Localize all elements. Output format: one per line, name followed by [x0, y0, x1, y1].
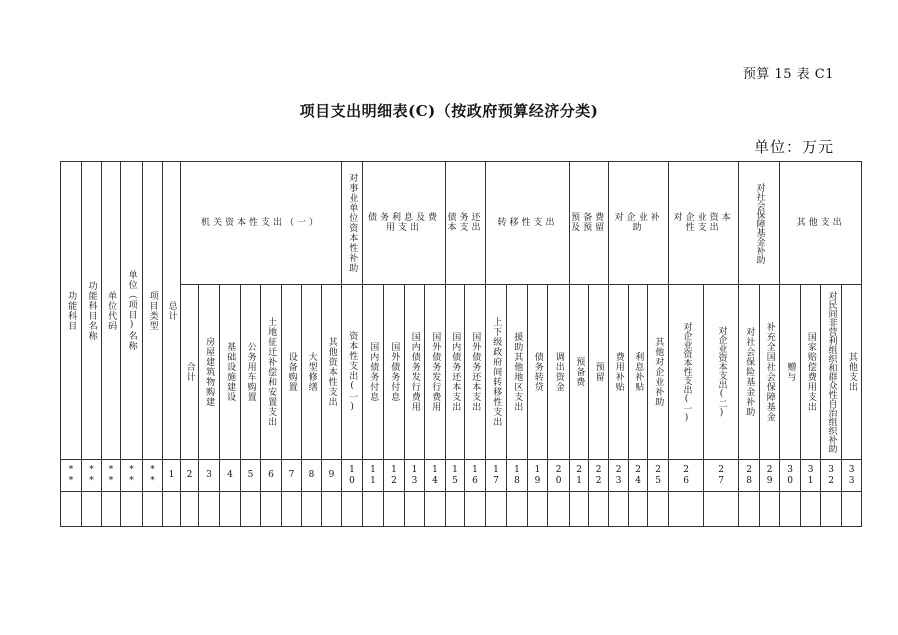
data-cell[interactable]	[220, 492, 241, 527]
header-sub: 设备购置	[282, 285, 302, 460]
header-sub: 公务用车购置	[241, 285, 261, 460]
data-cell[interactable]	[486, 492, 507, 527]
data-cell[interactable]	[446, 492, 465, 527]
header-sub: 国外债务还本支出	[465, 285, 486, 460]
data-cell[interactable]	[82, 492, 102, 527]
header-row-groups	[61, 162, 862, 285]
header-group-yubeifei: 预备费及预留	[570, 162, 609, 285]
index-cell: 2 3	[609, 460, 629, 492]
index-cell: 5	[241, 460, 261, 492]
header-sub: 国内债务还本支出	[446, 285, 465, 460]
index-cell: 3 3	[842, 460, 862, 492]
index-cell: 1 1	[363, 460, 384, 492]
unit-label: 单位：万元	[753, 138, 834, 156]
index-cell: 1 3	[405, 460, 425, 492]
header-sub: 费用补贴	[609, 285, 629, 460]
header-sub: 国内债务发行费用	[405, 285, 425, 460]
empty-data-row	[61, 492, 862, 527]
index-row	[61, 460, 862, 492]
index-cell: 2 8	[739, 460, 760, 492]
header-group-qita: 其他支出	[780, 162, 862, 285]
data-cell[interactable]	[760, 492, 780, 527]
header-sub: 对社会保险基金补助	[739, 285, 760, 460]
data-cell[interactable]	[507, 492, 528, 527]
header-sub: 赠与	[780, 285, 801, 460]
data-cell[interactable]	[121, 492, 143, 527]
index-cell: 1 2	[384, 460, 405, 492]
index-cell: * *	[121, 460, 143, 492]
budget-table	[60, 161, 862, 527]
index-cell: 1 6	[465, 460, 486, 492]
data-cell[interactable]	[261, 492, 282, 527]
data-cell[interactable]	[163, 492, 181, 527]
header-sub: 调出资金	[548, 285, 570, 460]
index-cell: 4	[220, 460, 241, 492]
header-group-zhaiwu-huanben: 债务还本支出	[446, 162, 486, 285]
header-sub: 大型修缮	[302, 285, 322, 460]
data-cell[interactable]	[609, 492, 629, 527]
header-danwei-daima: 单位代码	[102, 162, 121, 460]
table-code: 预算 15 表 C1	[742, 67, 834, 82]
header-sub: 利息补贴	[629, 285, 648, 460]
index-cell: * *	[82, 460, 102, 492]
data-cell[interactable]	[570, 492, 589, 527]
index-cell: 2 5	[648, 460, 669, 492]
data-cell[interactable]	[363, 492, 384, 527]
header-sub: 债务转贷	[528, 285, 548, 460]
data-cell[interactable]	[384, 492, 405, 527]
data-cell[interactable]	[282, 492, 302, 527]
data-cell[interactable]	[143, 492, 163, 527]
index-cell: 3 1	[801, 460, 821, 492]
index-cell: 8	[302, 460, 322, 492]
index-cell: 2 9	[760, 460, 780, 492]
header-group-qiye-ziben: 对企业资本性支出	[669, 162, 739, 285]
data-cell[interactable]	[302, 492, 322, 527]
header-sub: 对企业资本性支出(一)	[669, 285, 704, 460]
header-sub: 房屋建筑物购建	[199, 285, 220, 460]
data-cell[interactable]	[780, 492, 801, 527]
header-group-qiye-buzhu: 对企业补助	[609, 162, 669, 285]
data-cell[interactable]	[739, 492, 760, 527]
header-sub: 对民间非营利组织和群众性自治组织补助	[821, 285, 842, 460]
data-cell[interactable]	[629, 492, 648, 527]
index-cell: 2 6	[669, 460, 704, 492]
header-sub: 其他对企业补助	[648, 285, 669, 460]
index-cell: 1 7	[486, 460, 507, 492]
data-cell[interactable]	[181, 492, 199, 527]
data-cell[interactable]	[465, 492, 486, 527]
header-sub: 国内债务付息	[363, 285, 384, 460]
data-cell[interactable]	[199, 492, 220, 527]
data-cell[interactable]	[548, 492, 570, 527]
index-cell: 3 2	[821, 460, 842, 492]
header-sub: 土地征迁补偿和安置支出	[261, 285, 282, 460]
index-cell: 2	[181, 460, 199, 492]
index-cell: 2 7	[704, 460, 739, 492]
header-sub: 上下级政府间转移性支出	[486, 285, 507, 460]
data-cell[interactable]	[528, 492, 548, 527]
header-sub: 国外债务付息	[384, 285, 405, 460]
header-xiangmu-leixing: 项目类型	[143, 162, 163, 460]
data-cell[interactable]	[842, 492, 862, 527]
index-cell: 3	[199, 460, 220, 492]
index-cell: 1 8	[507, 460, 528, 492]
header-group-zhuanyi: 转移性支出	[486, 162, 570, 285]
data-cell[interactable]	[589, 492, 609, 527]
header-sub: 国外债务发行费用	[425, 285, 446, 460]
index-cell: 6	[261, 460, 282, 492]
data-cell[interactable]	[405, 492, 425, 527]
header-sub: 资本性支出(一)	[342, 285, 363, 460]
header-gongneng-kemu-mingcheng: 功能科目名称	[82, 162, 102, 460]
index-cell: 9	[322, 460, 342, 492]
header-group-shiye-buzhu: 对事业单位资本性补助	[342, 162, 363, 285]
header-group-jiguan-ziben: 机关资本性支出（一）	[181, 162, 342, 285]
header-group-zhaiwu-lixi: 债务利息及费用支出	[363, 162, 446, 285]
header-sub: 对企业资本支出(二)	[704, 285, 739, 460]
data-cell[interactable]	[801, 492, 821, 527]
header-sub: 预留	[589, 285, 609, 460]
index-cell: 3 0	[780, 460, 801, 492]
header-sub: 其他资本性支出	[322, 285, 342, 460]
data-cell[interactable]	[61, 492, 82, 527]
header-zongji: 总计	[163, 162, 181, 460]
data-cell[interactable]	[322, 492, 342, 527]
index-cell: * *	[102, 460, 121, 492]
header-sub: 补充全国社会保障基金	[760, 285, 780, 460]
index-cell: 1	[163, 460, 181, 492]
header-sub: 合计	[181, 285, 199, 460]
index-cell: * *	[61, 460, 82, 492]
index-cell: * *	[143, 460, 163, 492]
data-cell[interactable]	[241, 492, 261, 527]
index-cell: 1 9	[528, 460, 548, 492]
data-cell[interactable]	[342, 492, 363, 527]
index-cell: 1 4	[425, 460, 446, 492]
header-row-items	[61, 285, 862, 460]
index-cell: 2 0	[548, 460, 570, 492]
header-gongneng-kemu: 功能科目	[61, 162, 82, 460]
header-sub: 援助其他地区支出	[507, 285, 528, 460]
index-cell: 1 0	[342, 460, 363, 492]
data-cell[interactable]	[425, 492, 446, 527]
header-sub: 其他支出	[842, 285, 862, 460]
data-cell[interactable]	[704, 492, 739, 527]
page-title: 项目支出明细表(C)（按政府预算经济分类)	[299, 102, 599, 120]
index-cell: 1 5	[446, 460, 465, 492]
index-cell: 2 4	[629, 460, 648, 492]
header-sub: 预备费	[570, 285, 589, 460]
data-cell[interactable]	[669, 492, 704, 527]
index-cell: 2 1	[570, 460, 589, 492]
index-cell: 7	[282, 460, 302, 492]
index-cell: 2 2	[589, 460, 609, 492]
header-danwei-mingcheng: 单位（项目)名称	[121, 162, 143, 460]
data-cell[interactable]	[648, 492, 669, 527]
header-sub: 国家赔偿费用支出	[801, 285, 821, 460]
header-sub: 基础设施建设	[220, 285, 241, 460]
data-cell[interactable]	[821, 492, 842, 527]
data-cell[interactable]	[102, 492, 121, 527]
header-group-shebao: 对社会保障基金补助	[739, 162, 780, 285]
